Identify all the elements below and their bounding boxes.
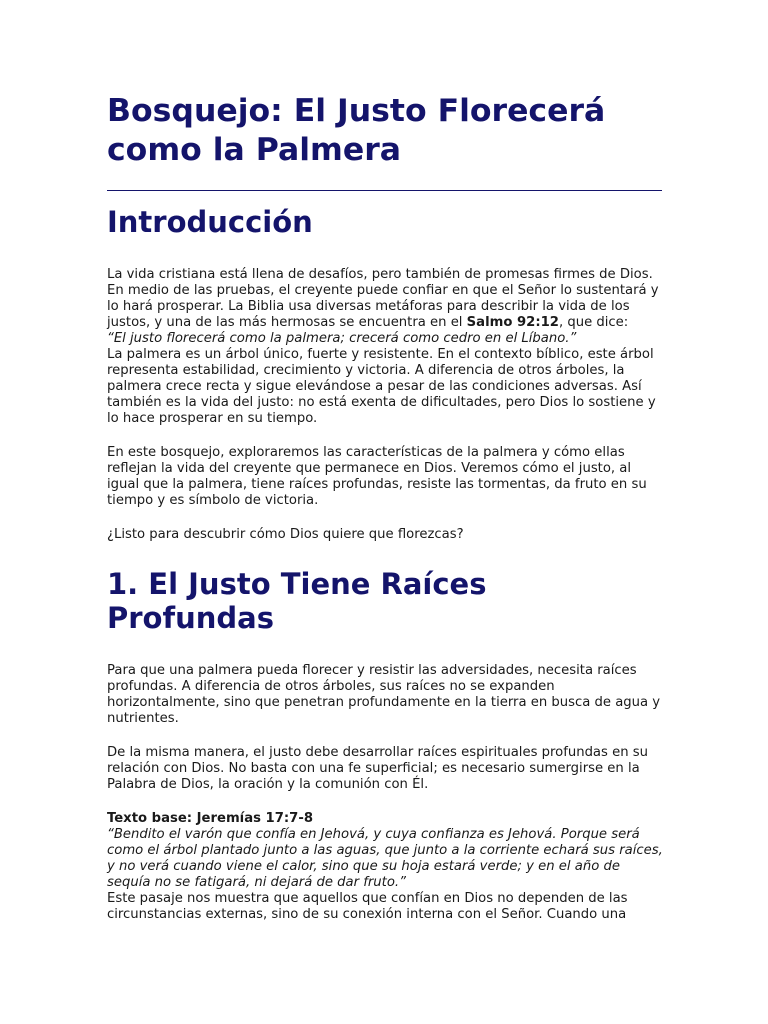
psalm-reference: Salmo 92:12 <box>466 315 559 330</box>
intro-paragraph-2: En este bosquejo, exploraremos las características de la palmera y cómo ellas reflejan la vida del creyente que permanece en Dios. Veremos cómo el justo, al igual que la palmera, tiene raíces profundas, resiste las tormentas, da fruto en su tiempo y es símbolo de victoria. <box>107 445 647 508</box>
intro-p1-text-end: , que dice: <box>558 315 629 330</box>
intro-paragraph-1 <box>107 267 663 427</box>
document-body <box>107 92 663 923</box>
title-divider <box>107 190 662 191</box>
section-1-heading: 1. El Justo Tiene Raíces Profundas <box>107 567 487 635</box>
section-1-paragraph-2: De la misma manera, el justo debe desarrollar raíces espirituales profundas en su relación con Dios. No basta con una fe superficial; es necesario sumergirse en la Palabra de Dios, la oración y la comunión con Él. <box>107 745 648 792</box>
section-1-paragraph-1: Para que una palmera pueda florecer y resistir las adversidades, necesita raíces profundas. A diferencia de otros árboles, sus raíces no se expanden horizontalmente, sino que penetran profundamente en la tierra en busca de agua y nutrientes. <box>107 663 661 726</box>
intro-paragraph-3: ¿Listo para descubrir cómo Dios quiere que florezcas? <box>107 527 464 542</box>
section-1-paragraph-3 <box>107 811 663 923</box>
intro-p1-text: La vida cristiana está llena de desafíos, pero también de promesas firmes de Dios. En medio de las pruebas, el creyente puede confiar en que el Señor lo sustentará y lo hará prosperar. La Biblia usa diversas metáforas para describir la vida de los justos, y una de las más hermosas se encuentra en el <box>107 267 659 330</box>
document-title: Bosquejo: El Justo Florecerá como la Palmera <box>107 93 606 168</box>
section-1-p3-text: Este pasaje nos muestra que aquellos que confían en Dios no dependen de las circunstancias externas, sino de su conexión interna con el Señor. Cuando una <box>107 891 628 922</box>
intro-heading: Introducción <box>107 205 313 239</box>
base-text-label: Texto base: Jeremías 17:7-8 <box>107 811 313 826</box>
jeremiah-quote: “Bendito el varón que confía en Jehová, y cuya confianza es Jehová. Porque será como el árbol plantado junto a las aguas, que junto a la corriente echará sus raíces, y no verá cuando viene el calor, sino que su hoja estará verde; y en el año de sequía no se fatigará, ni dejará de dar fruto.” <box>107 827 663 890</box>
intro-p1-continuation: La palmera es un árbol único, fuerte y resistente. En el contexto bíblico, este árbol representa estabilidad, crecimiento y victoria. A diferencia de otros árboles, la palmera crece recta y sigue elevándose a pesar de las condiciones adversas. Así también es la vida del justo: no está exenta de dificultades, pero Dios lo sostiene y lo hace prosperar en su tiempo. <box>107 347 656 426</box>
psalm-quote: “El justo florecerá como la palmera; crecerá como cedro en el Líbano.” <box>107 331 577 346</box>
